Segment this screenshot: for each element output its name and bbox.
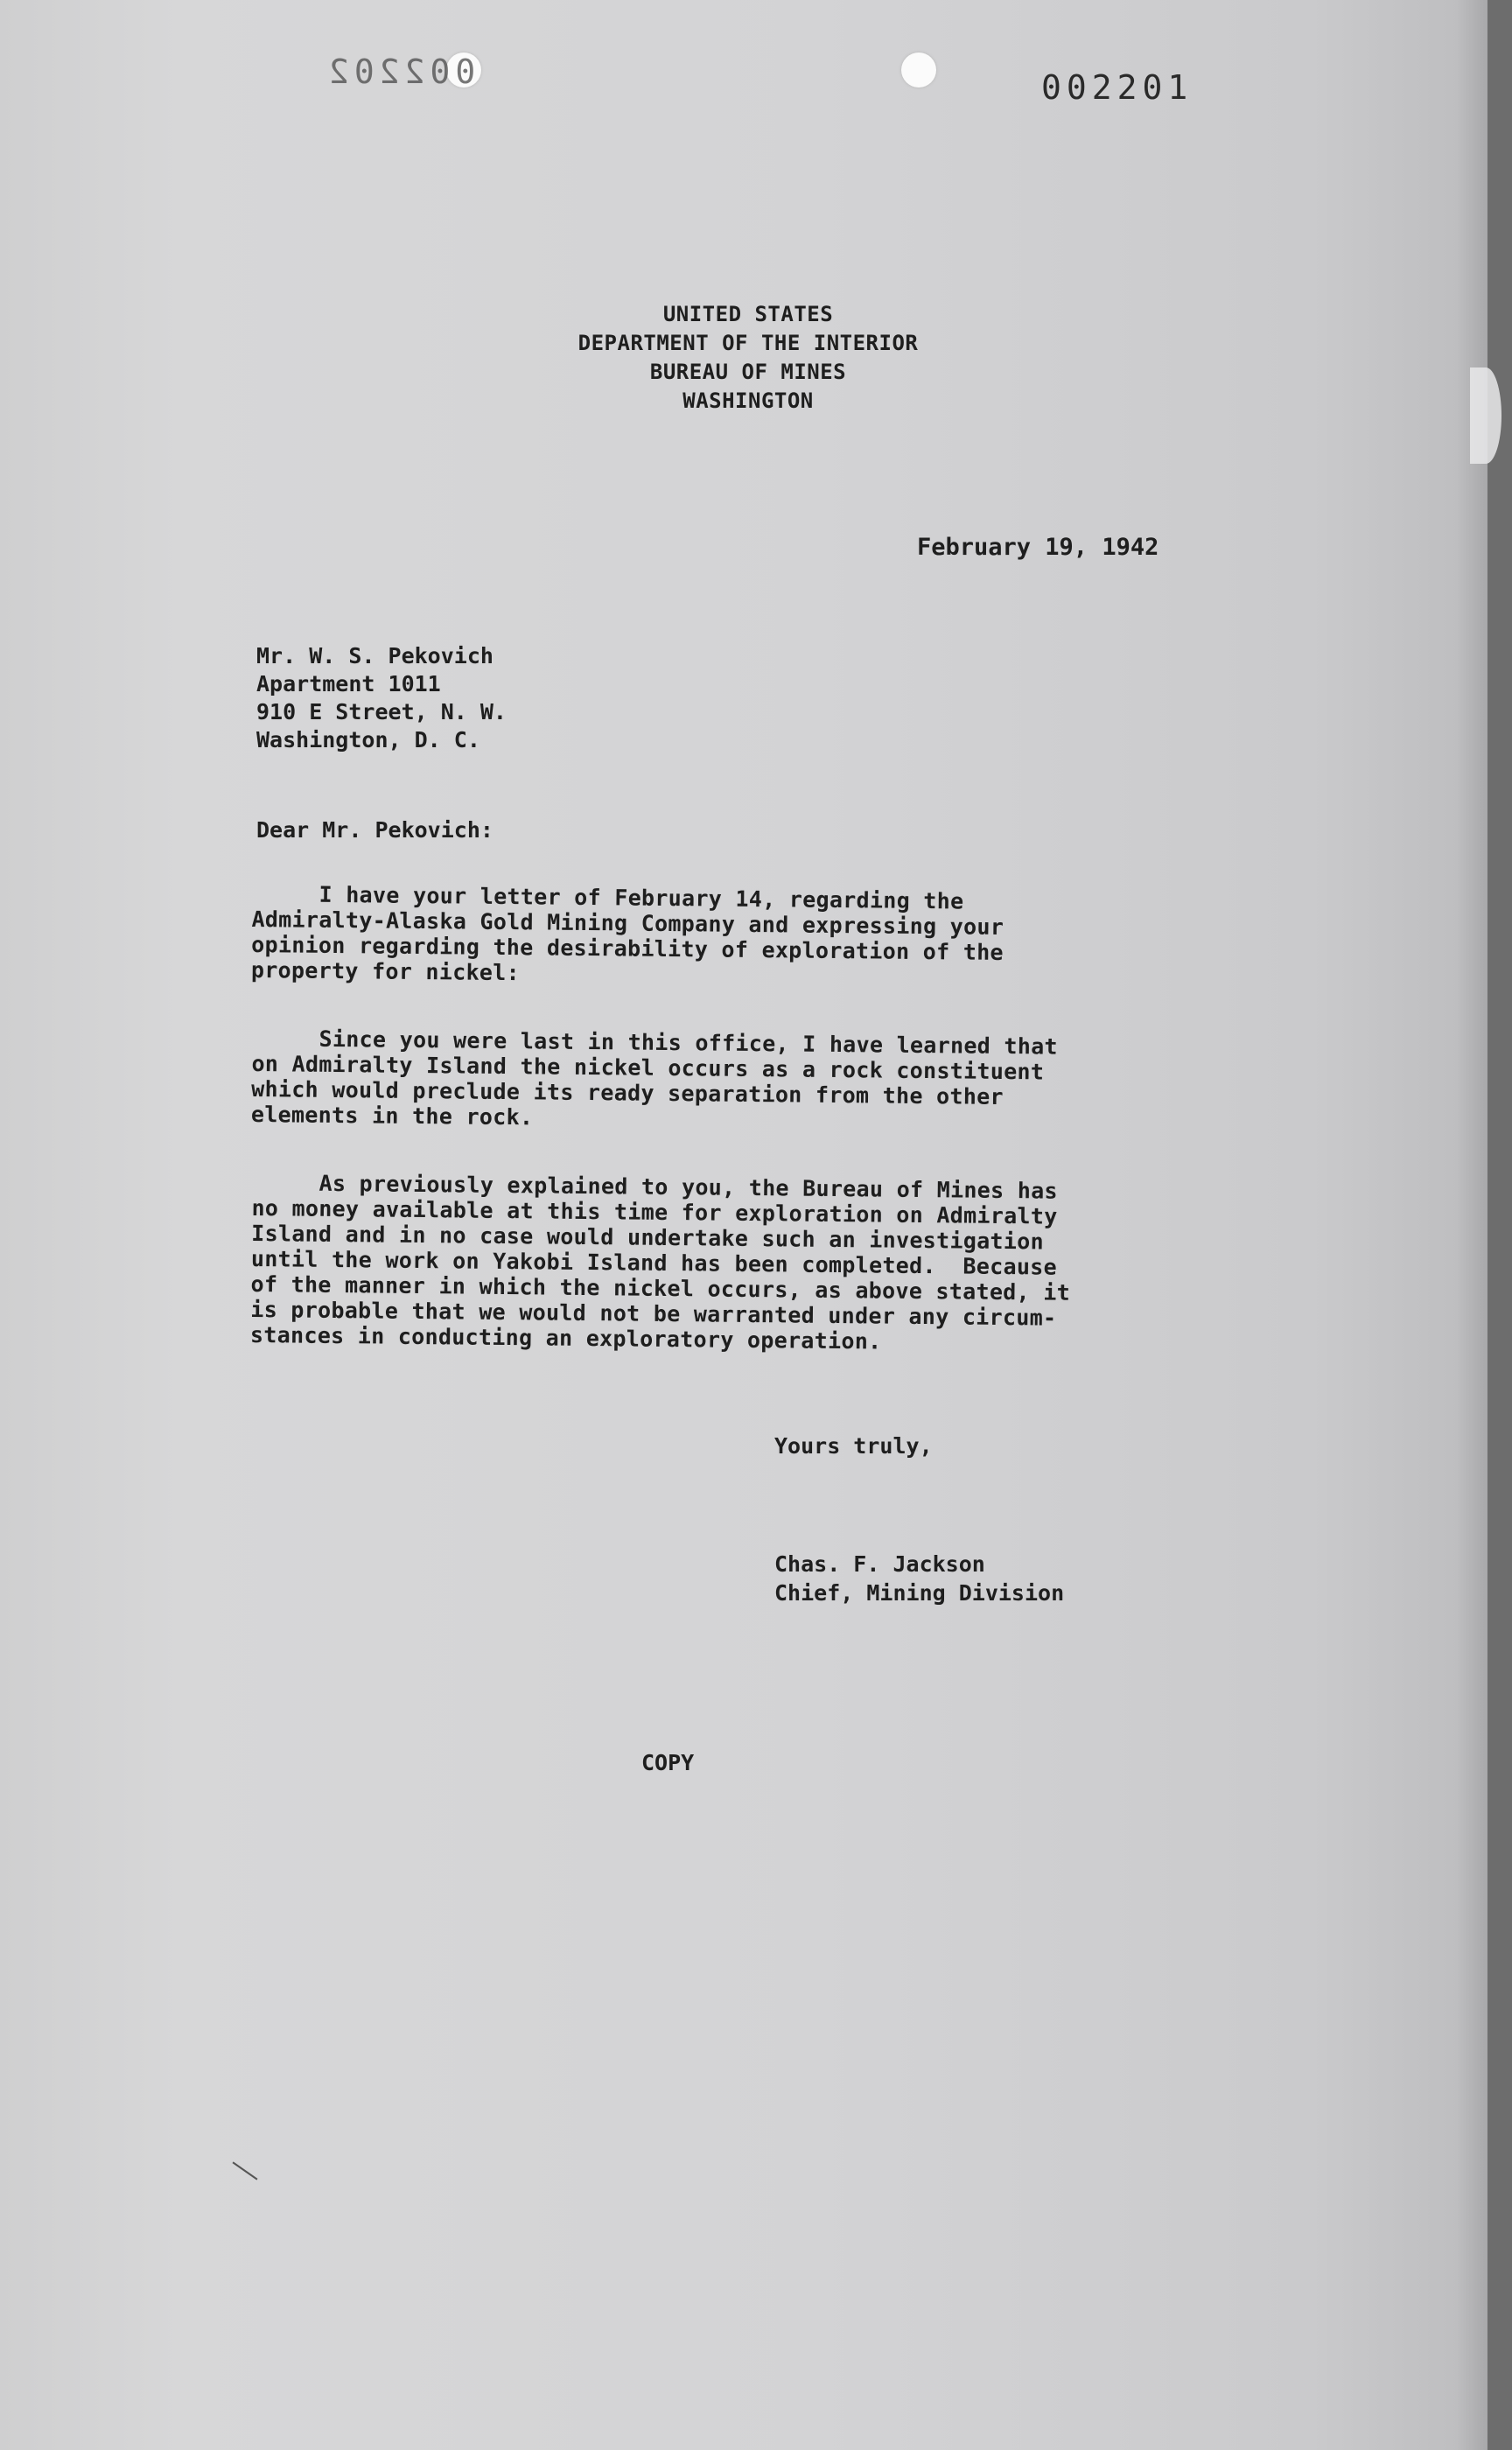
- letter-date: February 19, 1942: [917, 534, 1159, 561]
- letterhead-line-country: UNITED STATES: [662, 302, 834, 326]
- paragraph-line: As previously explained to you, the Bureau of Mines has: [251, 1170, 1059, 1204]
- paragraph-line: Island and in no case would undertake such an investigation: [251, 1220, 1045, 1255]
- body-paragraph-2: [251, 1026, 1058, 1136]
- paragraph-line: is probable that we would not be warranted under any circum-: [250, 1296, 1057, 1331]
- letterhead-line-bureau: BUREAU OF MINES: [649, 360, 847, 384]
- bleed-through-stamp-number: 002202: [324, 52, 476, 91]
- body-paragraph-1: [251, 881, 1004, 990]
- paragraph-line: no money available at this time for exploration on Admiralty: [251, 1194, 1058, 1229]
- paragraph-line: I have your letter of February 14, regarding the: [251, 881, 964, 914]
- pencil-mark: [233, 2161, 258, 2180]
- recipient-address: [256, 642, 507, 754]
- signature-block: [774, 1550, 1064, 1607]
- paragraph-line: stances in conducting an exploratory operation.: [249, 1321, 882, 1354]
- punch-hole-right: [901, 52, 936, 88]
- recipient-city: Washington, D. C.: [256, 727, 480, 752]
- salutation: Dear Mr. Pekovich:: [256, 817, 494, 843]
- paragraph-line: on Admiralty Island the nickel occurs as a rock constituent: [251, 1050, 1045, 1085]
- paragraph-line: until the work on Yakobi Island has been completed. Because: [250, 1245, 1058, 1280]
- recipient-apartment: Apartment 1011: [256, 671, 441, 696]
- paragraph-line: property for nickel:: [250, 956, 521, 986]
- letterhead-line-city: WASHINGTON: [682, 388, 814, 413]
- recipient-street: 910 E Street, N. W.: [256, 699, 507, 724]
- complimentary-close: Yours truly,: [774, 1433, 933, 1459]
- paragraph-line: Since you were last in this office, I have learned that: [251, 1026, 1059, 1060]
- document-stamp-number: 002201: [1041, 68, 1194, 107]
- copy-label: COPY: [641, 1750, 695, 1775]
- paragraph-line: Admiralty-Alaska Gold Mining Company and expressing your: [251, 906, 1004, 940]
- letterhead-line-department: DEPARTMENT OF THE INTERIOR: [578, 331, 919, 355]
- paragraph-line: opinion regarding the desirability of exploration of the: [251, 931, 1004, 965]
- paragraph-line: of the manner in which the nickel occurs, as above stated, it: [250, 1270, 1071, 1306]
- paragraph-line: elements in the rock.: [250, 1101, 534, 1130]
- recipient-name: Mr. W. S. Pekovich: [256, 643, 494, 668]
- torn-edge: [1470, 368, 1502, 464]
- letterhead: [486, 300, 1011, 416]
- signer-title: Chief, Mining Division: [774, 1580, 1065, 1606]
- paragraph-line: which would preclude its ready separation from the other: [251, 1075, 1004, 1110]
- body-paragraph-3: [250, 1170, 1072, 1356]
- signer-name: Chas. F. Jackson: [774, 1551, 985, 1577]
